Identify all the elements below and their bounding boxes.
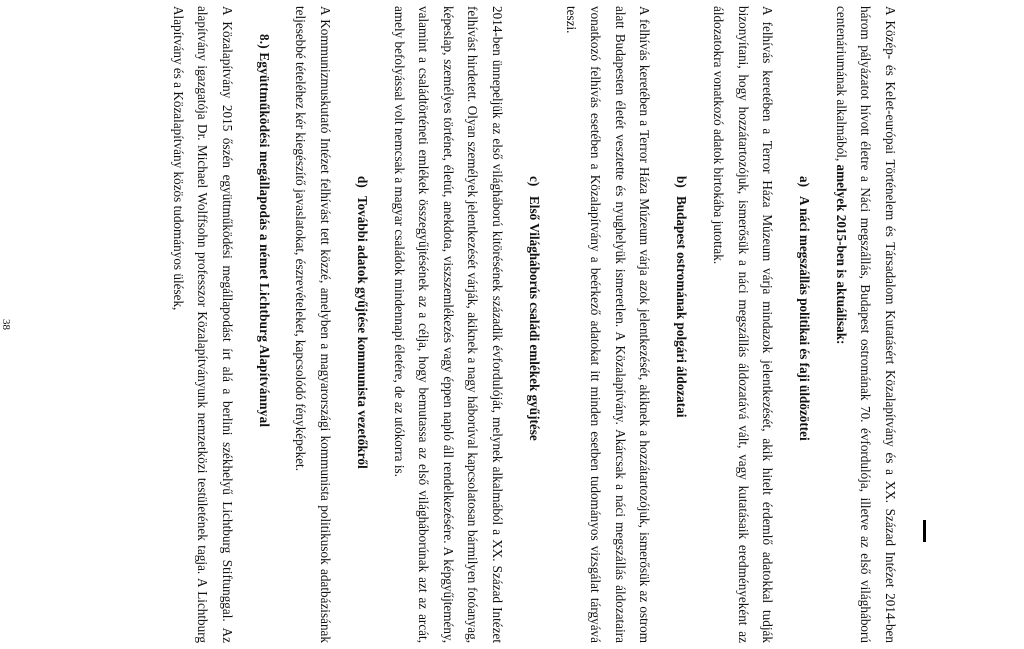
section-a-heading	[779, 6, 828, 643]
section-d-body: A Kommunizmuskutató Intézet felhívást tett közzé, amelyben a magyarországi kommunista politikusok adatbázisának teljesebbé tételéhez kér kiegészítő javaslatokat, észrevételeket, kapcsolódó fényképeket.	[293, 6, 334, 643]
page-content	[165, 6, 902, 643]
section-a-title: A náci megszállás politikai és faji üldözöttei	[797, 196, 813, 441]
section-c-body: 2014-ben ünnepeljük az első világháború kitörésének századik évfordulóját, melynek alkalmából a XX. Század Intézet felhívást hirdetett. Olyan személyek jelentkezését várják, akiknek a nagy háborúval kapcsolatosan bármilyen fotóanyag, képeslap, személyes történet, életút, anekdota, viszszemlékezés vagy éppen napló áll rendelkezésére. A képgyűjtemény, valamint a családtörténeti emlékek összegyűjtésének az a célja, hogy bemutassa az első világháborúnak azt az arcát, amely befolyással volt nemcsak a magyar családok mindennapi életére, de az utókorra is.	[391, 6, 506, 643]
section-c-label: c)	[526, 176, 542, 187]
section-a-body: A felhívás keretében a Terror Háza Múzeum várja mindazok jelentkezését, akik hitelt érdemlő adatokkal tudják bizonyítani, hogy hozzátartozójuk, ismerősük a náci megszállás áldozatává vált, vagy kutatásaik eredményeként az áldozatokra vonatkozó adatok birtokába jutottak.	[711, 6, 776, 643]
section-a-label: a)	[797, 176, 813, 187]
section-d-heading	[337, 6, 386, 643]
section-c-heading	[509, 6, 558, 643]
section-8-body: A Közalapítvány 2015 őszén együttműködési megállapodást írt alá a berlini székhelyű Lichtburg Stiftunggal. Az alapítvány igazgatója Dr. Michael Wolffsohn professzor Közalapítványunk nemzetközi testületének tagja. A Lichtburg Alapítvány és a Közalapítvány közös tudományos ülések,	[170, 6, 235, 643]
section-8-heading: 8.) Együttműködési megállapodás a német Lichtburg Alapítvánnyal	[256, 34, 272, 428]
intro-paragraph	[828, 6, 902, 643]
page-number: 38	[0, 319, 12, 330]
section-b-title: Budapest ostromának polgári áldozatai	[674, 196, 690, 418]
scan-mark	[923, 520, 926, 542]
intro-text: A Közép- és Kelet-európai Történelem és Társadalom Kutatásért Közalapítvány és a XX. Század Intézet 2014-ben három pályázatot hívott életre a Náci megszállás, Budapest ostromának 70. évfordulója, illetve az első világháború centenáriumának alkalmából,	[833, 6, 898, 643]
section-b-heading	[656, 6, 705, 643]
section-b-body: A felhívás keretében a Terror Háza Múzeum várja azok jelentkezését, akiknek a hozzátartozójuk, ismerősük az ostrom alatt Budapesten életét vesztette és nyughelyük ismeretlen. A Közalapítvány. Akárcsak a náci megszállás áldozataira vonatkozó felhívás esetében a Közalapítvány a beérkező adatokat itt minden esetben tudományos vizsgálat tárgyává teszi.	[563, 6, 653, 643]
section-d-label: d)	[354, 176, 370, 188]
section-b-label: b)	[674, 176, 690, 188]
section-d-title: További adatok gyűjtése kommunista vezetőkről	[354, 196, 370, 469]
section-c-title: Első Világháborús családi emlékek gyűjtése	[526, 196, 542, 441]
intro-bold-tail: amelyek 2015-ben is aktuálisak:	[833, 164, 849, 345]
